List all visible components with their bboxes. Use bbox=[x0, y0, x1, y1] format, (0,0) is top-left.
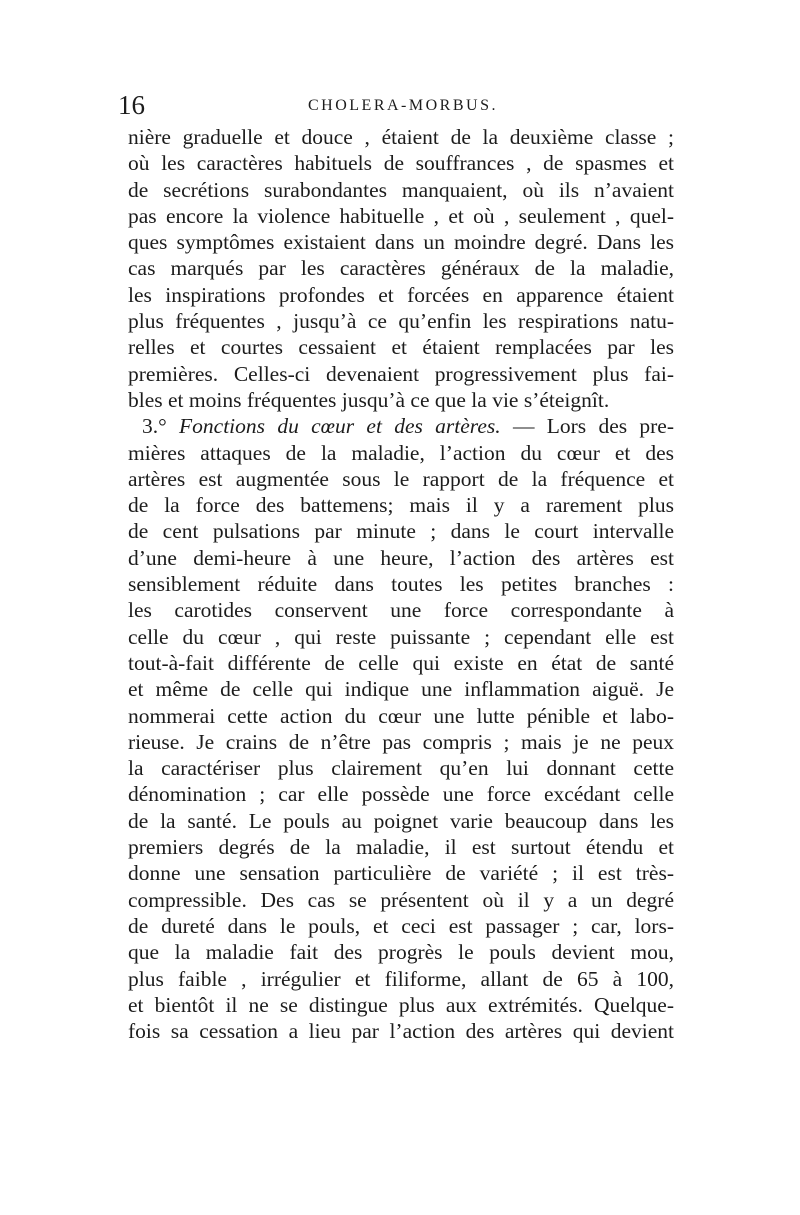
running-title: CHOLERA-MORBUS. bbox=[308, 97, 498, 114]
text-line: rieuse. Je crains de n’être pas compris ; mais je ne peux bbox=[128, 729, 674, 754]
text-line: la caractériser plus clairement qu’en lui donnant cette bbox=[128, 756, 674, 781]
page-number: 16 bbox=[118, 90, 145, 120]
section-title: Fonctions du cœur et des artères. bbox=[179, 414, 501, 439]
text-line: premiers degrés de la maladie, il est surtout étendu et bbox=[128, 835, 674, 860]
text-line: et même de celle qui indique une inflammation aiguë. Je bbox=[128, 677, 674, 702]
text-line: où les caractères habituels de souffrances , de spasmes et bbox=[128, 151, 674, 176]
text-line: nière graduelle et douce , étaient de la deuxième classe ; bbox=[128, 125, 674, 149]
text-line: celle du cœur , qui reste puissante ; cependant elle est bbox=[128, 624, 674, 649]
text-line: fois sa cessation a lieu par l’action des artères qui devient bbox=[128, 1019, 674, 1044]
section-number: 3.° bbox=[142, 414, 167, 439]
text-line: les carotides conservent une force correspondante à bbox=[128, 598, 674, 623]
text-line: mières attaques de la maladie, l’action du cœur et des bbox=[128, 440, 674, 465]
text-line: ques symptômes existaient dans un moindre degré. Dans les bbox=[128, 230, 674, 255]
text-line: de la force des battemens; mais il y a rarement plus bbox=[128, 493, 674, 518]
text-line: dénomination ; car elle possède une force excédant celle bbox=[128, 782, 674, 807]
text-line: que la maladie fait des progrès le pouls devient mou, bbox=[128, 940, 674, 965]
section-heading-line bbox=[128, 413, 674, 439]
text-line: bles et moins fréquentes jusqu’à ce que la vie s’éteignît. bbox=[128, 387, 610, 412]
text-line: nommerai cette action du cœur une lutte pénible et labo- bbox=[128, 703, 674, 728]
text-line: compressible. Des cas se présentent où il y a un degré bbox=[128, 887, 674, 912]
text-line: sensiblement réduite dans toutes les petites branches : bbox=[128, 572, 674, 597]
text-line: et bientôt il ne se distingue plus aux extrémités. Quelque- bbox=[128, 992, 674, 1017]
text-line: d’une demi-heure à une heure, l’action des artères est bbox=[128, 545, 674, 570]
text-line: relles et courtes cessaient et étaient remplacées par les bbox=[128, 335, 674, 360]
body-text bbox=[128, 124, 674, 1044]
text-line: artères est augmentée sous le rapport de la fréquence et bbox=[128, 466, 674, 491]
text-line: de dureté dans le pouls, et ceci est passager ; car, lors- bbox=[128, 913, 674, 938]
text-line: donne une sensation particulière de variété ; il est très- bbox=[128, 861, 674, 886]
text-line: plus faible , irrégulier et filiforme, allant de 65 à 100, bbox=[128, 966, 674, 991]
text-line: de la santé. Le pouls au poignet varie beaucoup dans les bbox=[128, 808, 674, 833]
running-head bbox=[118, 90, 678, 120]
text-line: tout-à-fait différente de celle qui existe en état de santé bbox=[128, 650, 674, 675]
text-line: cas marqués par les caractères généraux de la maladie, bbox=[128, 256, 674, 281]
text-line: les inspirations profondes et forcées en apparence étaient bbox=[128, 282, 674, 307]
text-line: plus fréquentes , jusqu’à ce qu’enfin les respirations natu- bbox=[128, 309, 674, 334]
text-line: de secrétions surabondantes manquaient, où ils n’avaient bbox=[128, 177, 674, 202]
text-line: de cent pulsations par minute ; dans le court intervalle bbox=[128, 519, 674, 544]
text-line: pas encore la violence habituelle , et où , seulement , quel- bbox=[128, 203, 674, 228]
section-line-rest: — Lors des pre- bbox=[512, 414, 675, 439]
text-line: premières. Celles-ci devenaient progressivement plus fai- bbox=[128, 361, 674, 386]
